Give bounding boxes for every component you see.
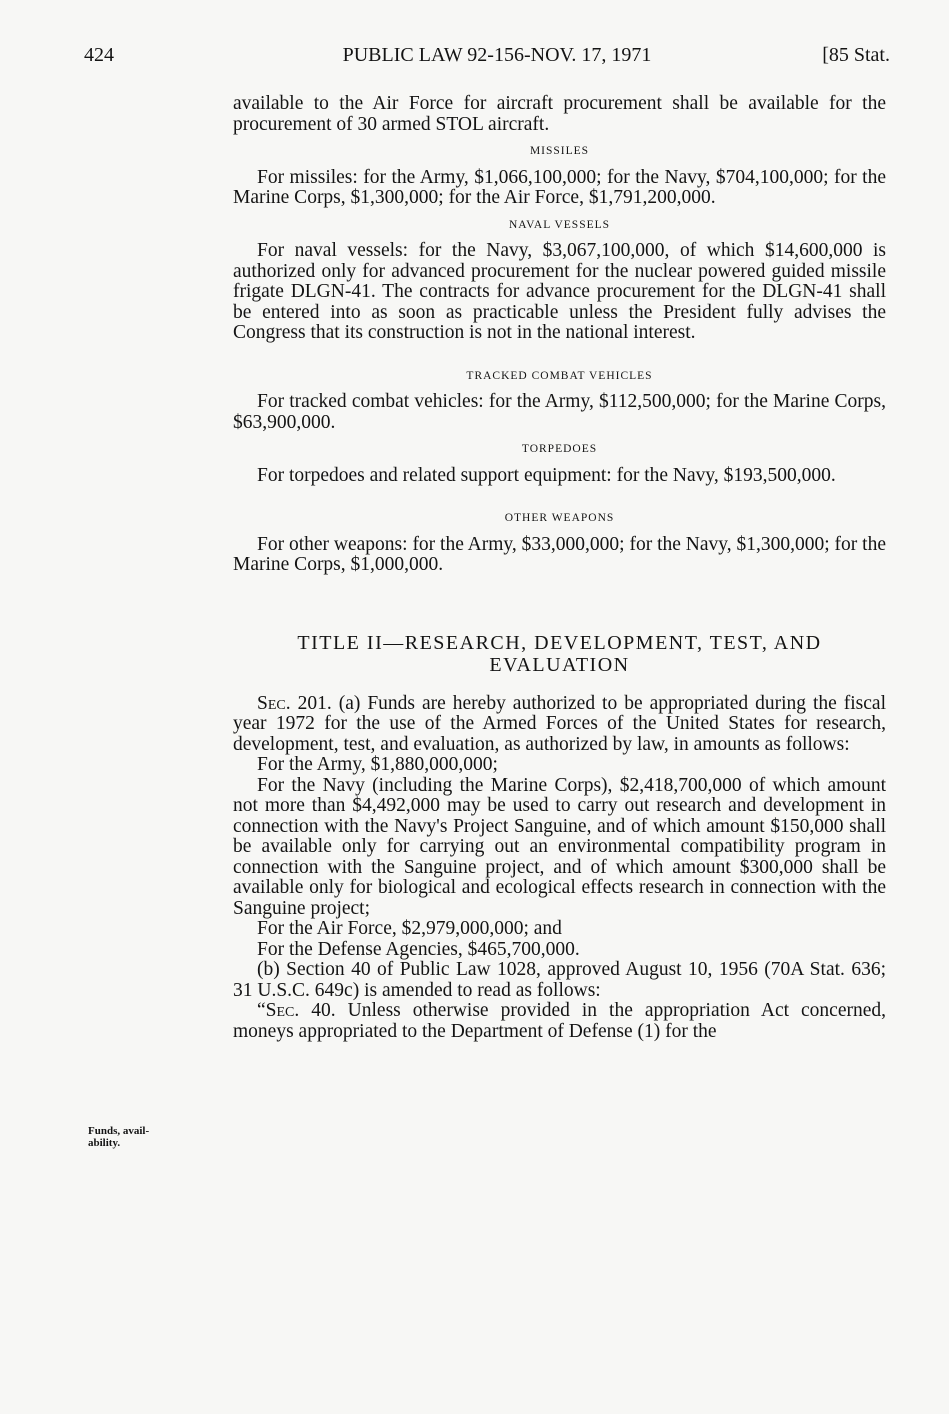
navy-amount: For the Navy (including the Marine Corps), $2,418,700,000 of which amount not more than $4,492,000 may be used to carry out research and development in connection with the Navy's Project Sanguine, and of which amount $150,000 shall be available only for carrying out an environmental compatibility program in connection with the Sanguine project, and of which amount $300,000 shall be available only for biological and ecological effects research in connection with the Sanguine project; [233,774,886,919]
page-number: 424 [84,44,114,66]
other-weapons-heading: OTHER WEAPONS [504,512,615,524]
statute-reference: [85 Stat. [822,44,890,66]
main-text [233,94,886,1042]
other-weapons-paragraph: For other weapons: for the Army, $33,000,000; for the Navy, $1,300,000; for the Marine Corps, $1,000,000. [233,533,886,575]
missiles-heading: MISSILES [529,145,590,157]
intro-paragraph: available to the Air Force for aircraft procurement shall be available for the procurement of 30 armed STOL aircraft. [233,93,886,135]
running-title: PUBLIC LAW 92-156-NOV. 17, 1971 [342,44,652,66]
torpedoes-heading: TORPEDOES [521,443,598,455]
margin-note-line-2: ability. [88,1137,121,1149]
title-ii-heading [233,632,886,676]
page-header [84,44,890,76]
section-201-b: (b) Section 40 of Public Law 1028, approved August 10, 1956 (70A Stat. 636; 31 U.S.C. 649c) is amended to read as follows: [233,959,886,1001]
margin-note-funds [88,1125,208,1149]
section-201-a [233,694,886,756]
air-force-amount: For the Air Force, $2,979,000,000; and [257,918,562,939]
title-ii-line-2: EVALUATION [489,653,630,676]
margin-note-line-1: Funds, avail- [88,1125,150,1137]
section-40-text: 40. Unless otherwise provided in the appropriation Act concerned, moneys appropriated to the Department of Defense (1) for the [233,1000,887,1042]
defense-agencies-amount: For the Defense Agencies, $465,700,000. [257,938,580,960]
missiles-paragraph: For missiles: for the Army, $1,066,100,000; for the Navy, $704,100,000; for the Marine Corps, $1,300,000; for the Air Force, $1,791,200,000. [233,166,886,208]
section-label: Sec. [257,692,291,714]
army-amount: For the Army, $1,880,000,000; [257,754,498,775]
quote-mark: “ [257,1000,266,1021]
tracked-vehicles-paragraph: For tracked combat vehicles: for the Army, $112,500,000; for the Marine Corps, $63,900,000. [233,391,886,433]
section-40-quote [233,1001,886,1042]
tracked-vehicles-heading: TRACKED COMBAT VEHICLES [466,369,653,382]
torpedoes-paragraph: For torpedoes and related support equipment: for the Navy, $193,500,000. [257,464,836,486]
title-ii-line-1: TITLE II—RESEARCH, DEVELOPMENT, TEST, AND [297,631,822,654]
section-201-a-text: 201. (a) Funds are hereby authorized to be appropriated during the fiscal year 1972 for the use of the Armed Forces of the United States for research, development, test, and evaluation, as authorized by law, in amounts as follows: [233,692,886,755]
naval-vessels-paragraph: For naval vessels: for the Navy, $3,067,100,000, of which $14,600,000 is authorized only for advanced procurement for the nuclear powered guided missile frigate DLGN-41. The contracts for advance procurement for the DLGN-41 shall be entered into as soon as practicable unless the President fully advises the Congress that its construction is not in the national interest. [233,240,886,343]
quote-section-label: Sec. [265,1000,300,1021]
naval-vessels-heading: NAVAL VESSELS [508,218,611,231]
